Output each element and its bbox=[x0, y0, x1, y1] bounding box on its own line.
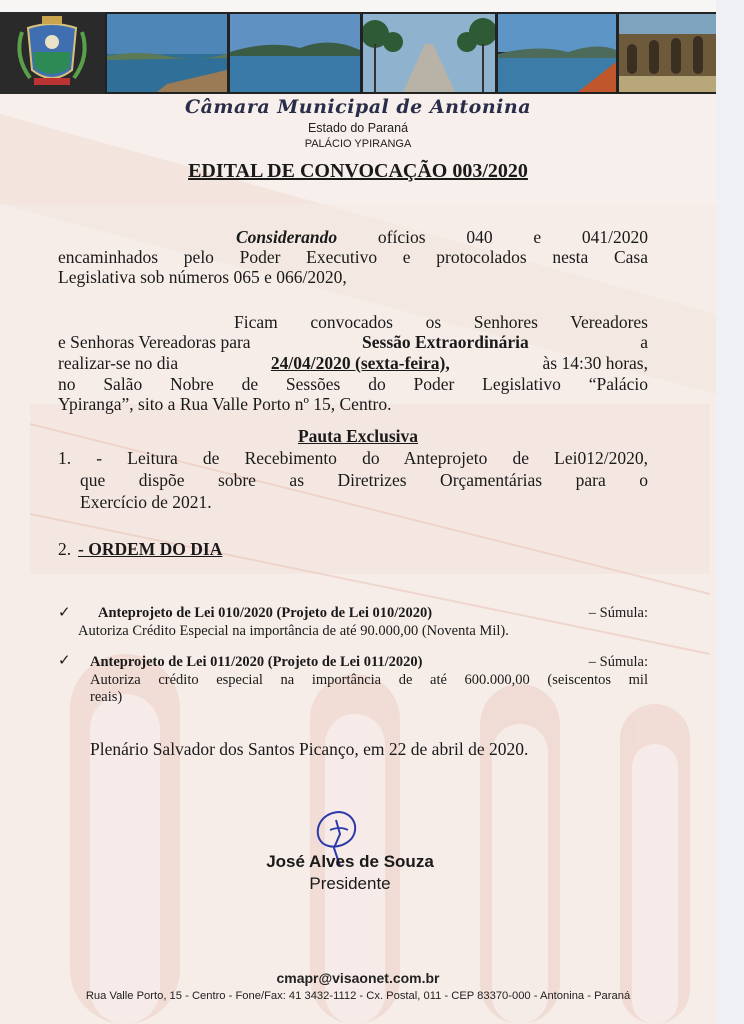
convocation-text: a bbox=[640, 332, 648, 352]
signer-role: Presidente bbox=[309, 874, 391, 893]
ordem-item-1-line-2: Autoriza Crédito Especial na importância de até 90.000,00 (Noventa Mil). bbox=[78, 623, 509, 639]
pauta-item-1-line-1: 1. - Leitura de Recebimento do Anteprojeto de Lei012/2020, bbox=[58, 448, 648, 468]
ordem-item-2-line-1 bbox=[90, 654, 648, 671]
session-type: Sessão Extraordinária bbox=[362, 332, 529, 352]
pauta-item-1-line-3: Exercício de 2021. bbox=[80, 492, 212, 512]
state-name: Estado do Paraná bbox=[307, 121, 409, 135]
convocation-line-4: no Salão Nobre de Sessões do Poder Legislativo “Palácio bbox=[58, 374, 648, 394]
footer-email: cmapr@visaonet.com.br bbox=[276, 970, 440, 986]
considering-word: ofícios bbox=[377, 227, 426, 247]
ordem-item-1-line-1 bbox=[98, 605, 648, 622]
considering-word: e bbox=[533, 227, 542, 247]
checkmark-icon: ✓ bbox=[58, 651, 71, 669]
convocation-line-3 bbox=[58, 353, 648, 373]
session-time: às 14:30 horas, bbox=[542, 353, 648, 373]
convocation-text: realizar-se no dia bbox=[58, 353, 179, 373]
signer-name: José Alves de Souza bbox=[266, 852, 434, 871]
considering-line-1 bbox=[236, 227, 648, 247]
considering-word: 040 bbox=[466, 227, 493, 247]
ordem-item-sumula: – Súmula: bbox=[588, 605, 648, 621]
ordem-item-sumula: – Súmula: bbox=[588, 654, 648, 670]
convocation-text: e Senhoras Vereadoras para bbox=[58, 332, 251, 352]
ordem-item-2-line-3: reais) bbox=[90, 689, 123, 705]
palace-name: PALÁCIO YPIRANGA bbox=[304, 138, 412, 150]
ordem-number: 2. bbox=[58, 539, 72, 559]
considering-line-2: encaminhados pelo Poder Executivo e protocolados nesta Casa bbox=[58, 247, 648, 267]
checkmark-icon: ✓ bbox=[58, 603, 71, 621]
institution-name: Câmara Municipal de Antonina bbox=[184, 96, 532, 118]
convocation-line-2 bbox=[58, 332, 648, 352]
ordem-item-title: Anteprojeto de Lei 010/2020 (Projeto de Lei 010/2020) bbox=[98, 605, 433, 621]
ordem-heading: - ORDEM DO DIA bbox=[78, 539, 223, 559]
closing-location-date: Plenário Salvador dos Santos Picanço, em 22 de abril de 2020. bbox=[90, 739, 529, 759]
convocation-line-5: Ypiranga”, sito a Rua Valle Porto nº 15, Centro. bbox=[58, 394, 392, 414]
considering-lead: Considerando bbox=[236, 227, 338, 247]
pauta-heading: Pauta Exclusiva bbox=[297, 426, 419, 446]
pauta-item-1-line-2: que dispõe sobre as Diretrizes Orçamentárias para o bbox=[80, 470, 648, 490]
document-title: EDITAL DE CONVOCAÇÃO 003/2020 bbox=[188, 160, 528, 182]
footer-address: Rua Valle Porto, 15 - Centro - Fone/Fax: 41 3432-1112 - Cx. Postal, 011 - CEP 83370-000 - Antonina - Paraná bbox=[85, 990, 631, 1002]
considering-line-3: Legislativa sob números 065 e 066/2020, bbox=[58, 267, 347, 287]
ordem-item-title: Anteprojeto de Lei 011/2020 (Projeto de Lei 011/2020) bbox=[90, 654, 423, 670]
ordem-item-2-line-2: Autoriza crédito especial na importância de até 600.000,00 (seiscentos mil bbox=[90, 672, 648, 688]
considering-word: 041/2020 bbox=[581, 227, 648, 247]
convocation-line-1: Ficam convocados os Senhores Vereadores bbox=[234, 312, 648, 332]
session-date: 24/04/2020 (sexta-feira), bbox=[270, 353, 450, 373]
